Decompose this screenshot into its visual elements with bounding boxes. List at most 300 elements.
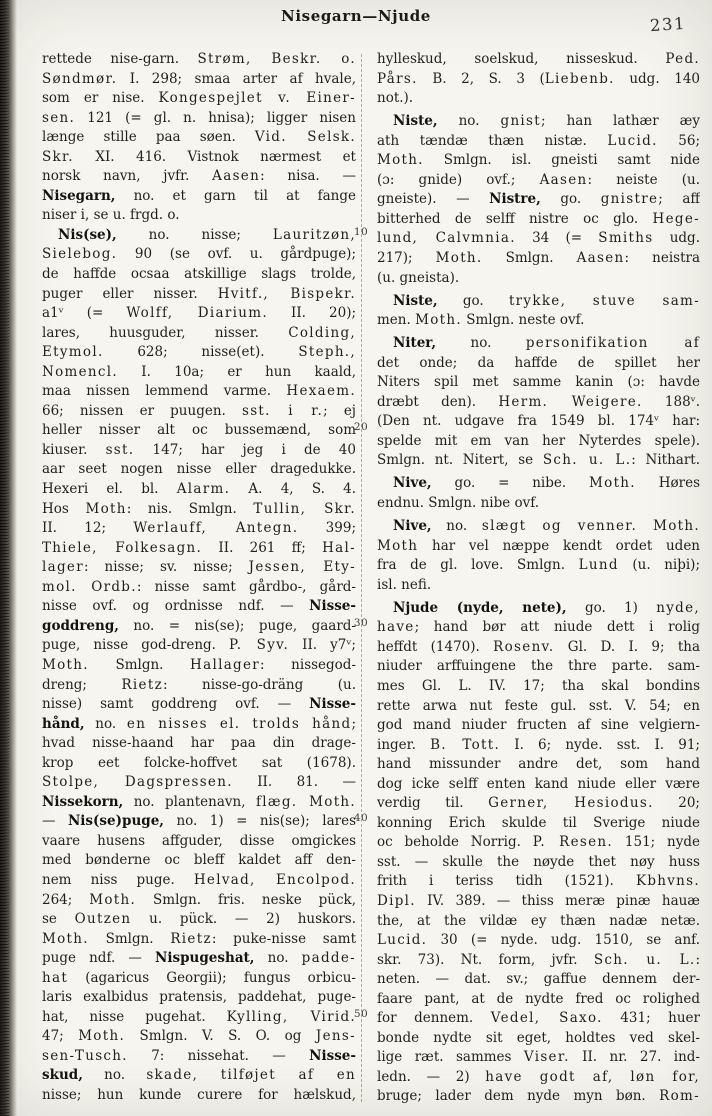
text-run: II. 20); xyxy=(267,305,356,322)
text-line xyxy=(377,517,700,537)
text-run: 30 (= nyde. udg. 1510, se anf. xyxy=(427,932,700,949)
text-line xyxy=(42,773,356,793)
text-run: go. 1) xyxy=(566,599,657,616)
text-line xyxy=(42,226,356,246)
text-line xyxy=(377,494,700,514)
spaced-reference: Vedel, Saxo. xyxy=(490,1010,603,1027)
spaced-reference: Rietz xyxy=(170,930,212,947)
text-line xyxy=(42,949,356,969)
text-run: u. pück. — 2) huskors. xyxy=(131,911,356,928)
text-line xyxy=(377,990,700,1010)
text-run: 147; har jeg i de 40 xyxy=(134,441,356,458)
text-run: : xyxy=(695,951,700,968)
spaced-reference: Viser. xyxy=(523,1049,570,1066)
text-run: no. xyxy=(436,335,526,352)
text-line xyxy=(377,412,700,432)
text-line xyxy=(42,382,356,402)
text-run: ledn. — 2) xyxy=(377,1068,486,1085)
text-run: rette arwa nut feste gul. sst. V. 54; en xyxy=(377,697,700,714)
spaced-reference: P. Syv. xyxy=(229,637,290,654)
spaced-reference: Søndmør. xyxy=(42,70,118,87)
column-divider xyxy=(361,54,362,1102)
text-line xyxy=(377,334,700,354)
headword: Nive, xyxy=(393,475,432,492)
text-run: bruge; lader dem nyde myn bøn. xyxy=(377,1088,660,1105)
spaced-reference: Jens- xyxy=(315,1028,356,1045)
text-line xyxy=(377,432,700,452)
right-column xyxy=(377,50,700,1107)
text-run: puger eller nisser. xyxy=(42,285,218,302)
spaced-reference: Moth. xyxy=(415,312,462,329)
headword: skud, xyxy=(42,1067,83,1084)
text-line xyxy=(42,988,356,1008)
spaced-reference: Jessen, Ety- xyxy=(248,559,356,576)
spaced-reference: Vid. Selsk. xyxy=(254,129,356,146)
text-run: bitterhed de selff nistre oc glo. xyxy=(377,210,653,227)
spaced-reference: lund, Calvmnia. xyxy=(377,230,516,247)
text-run: faare pant, at de nydte fred oc rolighed xyxy=(377,990,700,1007)
text-run: Gl. D. I. 9; tha xyxy=(554,638,700,655)
text-run: 20; xyxy=(653,795,700,812)
text-run: længe stille paa søen. xyxy=(42,129,255,146)
text-line xyxy=(42,832,356,852)
text-run: ; xyxy=(351,715,356,732)
text-line xyxy=(377,716,700,736)
text-line xyxy=(377,931,700,951)
headword: Niter, xyxy=(393,335,437,352)
spaced-reference: Moth. xyxy=(42,930,89,947)
text-line xyxy=(42,558,356,578)
headword: Niste, xyxy=(393,113,438,130)
text-run: heffdt (1470). xyxy=(377,638,494,655)
text-line xyxy=(377,618,700,638)
text-run: XI. 416. Vistnok nærmest et xyxy=(73,148,356,165)
spaced-reference: Sch. u. L. xyxy=(542,452,632,469)
text-run: aar seet nogen nisse eller dragedukke. xyxy=(42,461,356,478)
spaced-reference: B. Tott. xyxy=(430,736,501,753)
text-line xyxy=(42,656,356,676)
text-line xyxy=(42,715,356,735)
text-run: maa nissen lemmend varme. xyxy=(42,383,287,400)
spaced-reference: Kylling, Virid. xyxy=(226,1008,356,1025)
text-run: no. xyxy=(437,113,501,130)
text-line xyxy=(377,292,700,312)
text-run: : nis. Smlgn. xyxy=(126,500,254,517)
spaced-reference: Tullin, Skr. xyxy=(253,500,356,517)
spaced-reference: Kbhvns. xyxy=(635,873,700,890)
text-run: nem niss puge. xyxy=(42,871,194,888)
text-run: skr. 73). Nt. form, jvfr. xyxy=(377,951,594,968)
text-run: 90 (se ovf. u. gårdpuge); xyxy=(117,246,356,263)
text-line xyxy=(377,912,700,932)
text-run: som er nise. xyxy=(42,90,159,107)
spaced-reference: Skr. xyxy=(42,148,74,165)
text-line xyxy=(42,148,356,168)
text-run: go. xyxy=(437,292,509,309)
text-line xyxy=(377,210,700,230)
text-run: (u. gneista). xyxy=(377,269,460,286)
text-line xyxy=(377,951,700,971)
text-line xyxy=(42,245,356,265)
running-header: Nisegarn—Njude xyxy=(281,7,431,25)
text-line xyxy=(42,402,356,422)
spaced-reference: Smiths xyxy=(598,230,654,247)
text-run: no. et garn til at fange xyxy=(115,187,356,204)
spaced-reference: gnistre xyxy=(600,191,659,208)
text-run: 34 (= xyxy=(515,230,599,247)
text-line xyxy=(377,190,700,210)
spaced-reference: Moth. xyxy=(377,152,424,169)
text-line xyxy=(42,754,356,774)
text-run: : nissegod- xyxy=(260,656,356,673)
text-run: IV. 389. — thiss meræ pinæ hauæ xyxy=(415,892,700,909)
text-line xyxy=(42,363,356,383)
spaced-reference: P. Resen. xyxy=(532,834,614,851)
text-line xyxy=(42,930,356,950)
text-run: go. xyxy=(540,191,601,208)
text-line xyxy=(42,851,356,871)
text-line xyxy=(42,891,356,911)
spaced-reference: Ped. xyxy=(665,51,700,67)
text-run: Smlgn. isl. gneisti samt nide xyxy=(423,152,700,169)
text-run: dreng; xyxy=(42,676,122,693)
headword: Nispugeshat, xyxy=(155,950,255,967)
text-run: bonde nydte sit eget, holdtes ved skel- xyxy=(377,1029,700,1046)
text-run: udg. xyxy=(653,230,700,247)
text-run: no. xyxy=(431,518,482,535)
text-run: for dennem. xyxy=(377,1010,491,1027)
text-line xyxy=(42,597,356,617)
text-run: nisse; hun kunde curere for hælskud, xyxy=(42,1086,356,1103)
spaced-reference: hat xyxy=(42,969,69,986)
text-line xyxy=(377,151,700,171)
text-line xyxy=(377,50,700,70)
spaced-reference: Alarm. xyxy=(176,481,231,498)
spaced-reference: Rom- xyxy=(659,1088,700,1105)
headword: Niste, xyxy=(393,292,438,309)
spaced-reference: Moth. xyxy=(78,1028,126,1045)
text-line xyxy=(377,794,700,814)
text-run: Smlgn. V. S. O. og xyxy=(125,1028,316,1045)
text-run: 47; xyxy=(42,1028,79,1045)
text-run: ; aff xyxy=(658,191,700,208)
spaced-reference: Lauritzøn, xyxy=(272,226,356,243)
spaced-reference: slægt og venner. Moth. xyxy=(481,518,700,535)
spaced-reference: trykke, stuve sam- xyxy=(508,292,700,309)
text-line xyxy=(377,1087,700,1107)
text-run: hand missunder andre det, som hand xyxy=(377,756,700,773)
text-run: (Den nt. udgave fra 1549 bl. 174ᵛ har: xyxy=(377,413,700,430)
text-run: : nisa. — xyxy=(260,168,356,185)
text-run: II. nr. 27. ind- xyxy=(569,1049,700,1066)
text-run: II. 12; xyxy=(42,520,134,537)
text-run: Smlgn. xyxy=(482,249,577,266)
spaced-reference: Moth xyxy=(377,537,419,554)
text-line xyxy=(42,50,356,70)
text-run: no. xyxy=(82,1067,147,1084)
headword: goddreng, xyxy=(42,617,119,634)
text-run: ; han lathær æy xyxy=(541,113,700,130)
text-run: mes Gl. L. IV. 17; tha skal bondins xyxy=(377,677,700,694)
spaced-reference: Outzen xyxy=(74,911,132,928)
text-line xyxy=(42,500,356,520)
text-line xyxy=(377,677,700,697)
spaced-reference: Werlauff, Antegn. xyxy=(133,520,299,537)
spaced-reference: Sielebog. xyxy=(42,246,118,263)
text-line xyxy=(377,229,700,249)
text-line xyxy=(42,109,356,129)
spaced-reference: flæg. Moth. xyxy=(255,793,356,810)
text-run: Smlgn. fris. neske pück, xyxy=(136,891,356,908)
text-run: Smlgn. neste ovf. xyxy=(461,312,585,329)
text-run: 121 (= gl. n. hnisa); ligger nisen xyxy=(75,109,356,126)
text-line xyxy=(42,676,356,696)
text-line xyxy=(377,556,700,576)
spaced-reference: Gerner, Hesiodus. xyxy=(488,795,654,812)
spaced-reference: Aasen xyxy=(212,168,261,185)
text-run: II. 261 ff; xyxy=(202,539,323,556)
text-line xyxy=(42,617,356,637)
text-run: no. xyxy=(84,715,127,732)
text-run: puge, nisse god-dreng. xyxy=(42,637,230,654)
spaced-reference: Rosenv. xyxy=(493,638,555,655)
text-line xyxy=(42,285,356,305)
text-line xyxy=(377,70,700,90)
text-run: : neistra xyxy=(624,249,700,266)
text-run: verdig til. xyxy=(377,795,489,812)
text-run: no. 1) = nis(se); lares xyxy=(164,813,356,830)
text-run: 628; nisse(et). xyxy=(103,344,299,361)
text-run: vaare husens affguder, disse omgickes xyxy=(42,832,356,849)
text-run: ath tændæ thæn nistæ. xyxy=(377,132,608,149)
text-run: — xyxy=(42,813,68,830)
headword: Nisse- xyxy=(309,696,356,713)
text-run: : nisse; sv. nisse; xyxy=(83,559,249,576)
spaced-reference: skade, tilføjet af en xyxy=(146,1067,356,1084)
text-run: not.). xyxy=(377,90,414,107)
text-line xyxy=(42,70,356,90)
spaced-reference: Moth xyxy=(85,500,127,517)
spaced-reference: Rietz xyxy=(121,676,163,693)
text-run: niser i, se u. frgd. o. xyxy=(42,207,180,224)
text-run: endnu. Smlgn. nibe ovf. xyxy=(377,495,540,512)
text-run: sst. — skulle the nøyde thet nøy huss xyxy=(377,853,700,870)
text-line xyxy=(377,638,700,658)
text-line xyxy=(42,324,356,344)
spaced-reference: sen. xyxy=(42,109,76,126)
text-line xyxy=(42,969,356,989)
text-run: 151; nyde xyxy=(613,834,700,851)
text-run: A. 4, S. 4. xyxy=(230,481,356,498)
spaced-reference: Moth. xyxy=(89,891,137,908)
spaced-reference: Helvad, Encolpod. xyxy=(193,871,356,888)
text-run: Niters spil met samme kanin (ɔ: havde xyxy=(377,374,700,391)
text-run: norsk navn, jvfr. xyxy=(42,168,213,185)
text-run: heller nisser alt oc bussemænd, som xyxy=(42,422,356,439)
text-line xyxy=(42,871,356,891)
headword: Nis(se)puge, xyxy=(67,813,164,830)
text-line xyxy=(377,89,700,109)
text-line xyxy=(42,910,356,930)
text-run: : nisse-go-dräng (u. xyxy=(162,676,356,693)
text-run: udg. 140 xyxy=(614,70,700,87)
spaced-reference: padde- xyxy=(301,950,356,967)
text-line xyxy=(377,112,700,132)
text-line xyxy=(377,474,700,494)
text-line xyxy=(42,793,356,813)
text-line xyxy=(42,1027,356,1047)
spaced-reference: Moth. xyxy=(42,656,89,673)
spaced-reference: sen-Tusch. xyxy=(42,1047,128,1064)
text-line xyxy=(42,734,356,754)
text-line xyxy=(377,576,700,596)
spaced-reference: mol. Ordb. xyxy=(42,578,137,595)
spaced-reference: Aasen xyxy=(539,171,588,188)
spaced-reference: sst. i r. xyxy=(241,402,324,419)
text-run: niuder arffuingene the thre parte. sam- xyxy=(377,658,700,675)
spaced-reference: gnist xyxy=(500,113,542,130)
text-line xyxy=(42,480,356,500)
text-run: no. xyxy=(254,950,302,967)
text-run: Høres xyxy=(635,475,700,492)
headword: Nive, xyxy=(393,518,432,535)
text-run: isl. nefi. xyxy=(377,576,432,593)
text-line xyxy=(377,970,700,990)
text-line xyxy=(377,1048,700,1068)
headword: Njude (nyde, nete), xyxy=(393,599,567,616)
text-run: : nisse samt gårdbo-, gård- xyxy=(136,578,356,595)
text-run: B. 2, S. 3 ( xyxy=(417,70,545,87)
text-line xyxy=(42,441,356,461)
gutter-line-number-50: 50 xyxy=(353,1008,369,1020)
text-line xyxy=(42,128,356,148)
text-line xyxy=(42,265,356,285)
text-line xyxy=(377,892,700,912)
gutter-line-number-20: 20 xyxy=(353,421,369,433)
text-line xyxy=(377,872,700,892)
text-line xyxy=(42,1047,356,1067)
text-run: 66; nissen er puugen. xyxy=(42,402,242,419)
text-line xyxy=(377,1009,700,1029)
text-run: kiuser. xyxy=(42,441,106,458)
text-line xyxy=(377,132,700,152)
spaced-reference: Liebenb. xyxy=(544,70,615,87)
text-line xyxy=(42,187,356,207)
text-line xyxy=(42,304,356,324)
text-line xyxy=(377,599,700,619)
text-run: a1ᵛ (= xyxy=(42,305,127,322)
spaced-reference: personifikation af xyxy=(525,335,700,352)
text-line xyxy=(377,311,700,331)
text-run: dræbt den). xyxy=(377,393,499,410)
text-run: 399; xyxy=(298,520,356,537)
spaced-reference: Moth. xyxy=(435,249,483,266)
text-run: Smlgn. xyxy=(88,930,171,947)
text-line xyxy=(42,812,356,832)
text-run: lige ræt. sammes xyxy=(377,1049,524,1066)
text-run: krop eet folcke-hoffvet sat (1678). xyxy=(42,754,356,771)
left-column xyxy=(42,50,356,1106)
text-line xyxy=(377,1068,700,1088)
text-run: med bønderne oc bleff kaldet aff den- xyxy=(42,852,356,869)
text-run: men. xyxy=(377,312,416,329)
text-run: fra de gl. love. Smlgn. xyxy=(377,557,579,574)
spaced-reference: Herm. Weigere. xyxy=(498,393,643,410)
spaced-reference: Dipl. xyxy=(377,892,416,909)
spaced-reference: Sch. u. L. xyxy=(593,951,696,968)
text-line xyxy=(42,343,356,363)
spaced-reference: Steph., xyxy=(298,344,356,361)
text-line xyxy=(377,451,700,471)
text-run: frith i teriss tidh (1521). xyxy=(377,873,636,890)
headword: hånd, xyxy=(42,715,85,732)
text-run: hvad nisse-haand har paa din drage- xyxy=(42,735,356,752)
text-run: neten. — dat. sv.; gaffue dennem der- xyxy=(377,971,700,988)
text-line xyxy=(377,755,700,775)
text-run: ; ej xyxy=(323,402,356,419)
text-line xyxy=(42,1066,356,1086)
text-line xyxy=(42,421,356,441)
spaced-reference: Stolpe, Dagspressen. xyxy=(42,774,233,791)
text-line xyxy=(377,1029,700,1049)
text-line xyxy=(377,269,700,289)
spaced-reference: Hallager xyxy=(190,656,261,673)
text-run: se xyxy=(42,911,75,928)
text-run: (u. niþi); xyxy=(618,557,700,574)
text-run: Hexeri el. bl. xyxy=(42,481,177,498)
text-run: (ɔ: gnide) ovf.; xyxy=(377,171,540,188)
text-run: har vel næppe kendt ordet uden xyxy=(418,537,700,554)
text-line xyxy=(377,393,700,413)
spaced-reference: Wolff, Diarium. xyxy=(126,305,268,322)
text-run: no. = nis(se); puge, gaard- xyxy=(118,617,356,634)
text-line xyxy=(42,695,356,715)
text-run: no. plantenavn, xyxy=(123,793,256,810)
headword: Nisse- xyxy=(309,598,356,615)
text-run: II. 81. — xyxy=(232,774,356,791)
spaced-reference: Pårs. xyxy=(377,70,418,87)
text-run: rettede nise-garn. xyxy=(42,51,198,67)
spaced-reference: Thiele, Folkesagn. xyxy=(42,539,203,556)
spaced-reference: Moth. xyxy=(589,475,636,492)
spaced-reference: have xyxy=(377,619,415,636)
text-line xyxy=(377,814,700,834)
text-run: ; hand bør att niude dett i rolig xyxy=(414,619,700,636)
text-run: Smlgn. nt. Nitert, se xyxy=(377,452,543,469)
spaced-reference: Strøm, Beskr. o. xyxy=(197,51,356,67)
headword: Nistre, xyxy=(489,191,541,208)
page-number: 231 xyxy=(649,13,687,36)
text-run: : Nithart. xyxy=(631,452,700,469)
text-line xyxy=(377,537,700,557)
spaced-reference: Hexaem. xyxy=(286,383,356,400)
text-run: go. = nibe. xyxy=(431,475,590,492)
text-line xyxy=(42,1008,356,1028)
text-run: 264; xyxy=(42,891,90,908)
text-line xyxy=(377,775,700,795)
text-run: I. 6; nyde. sst. I. 91; xyxy=(500,736,700,753)
text-line xyxy=(42,1086,356,1106)
text-run: gneiste). — xyxy=(377,191,490,208)
headword: Nis(se), xyxy=(58,226,117,243)
text-run: konning Erich skulde til Sverige niude xyxy=(377,814,700,831)
text-line xyxy=(377,736,700,756)
text-run: 188ᵛ. xyxy=(642,393,700,410)
text-run: lares, huusguder, nisser. xyxy=(42,324,289,341)
spaced-reference: nyde, xyxy=(656,599,700,616)
spaced-reference: lager xyxy=(42,559,84,576)
text-run: 217); xyxy=(377,249,436,266)
